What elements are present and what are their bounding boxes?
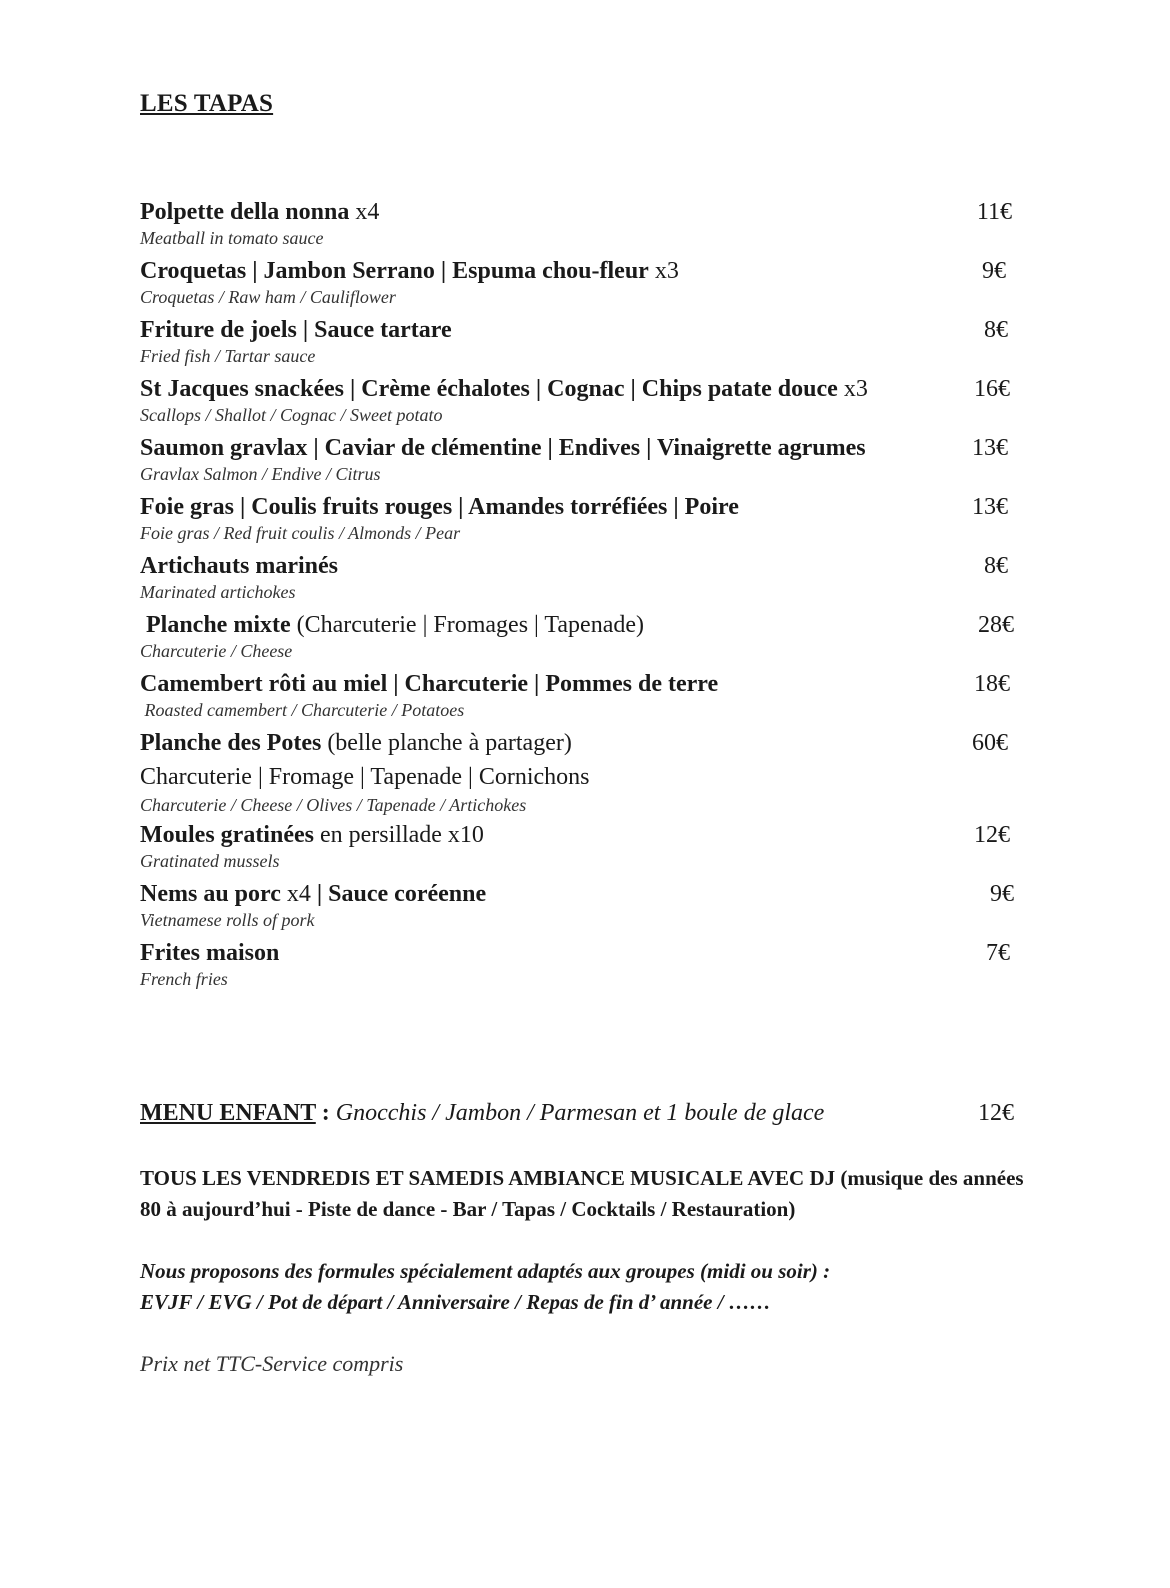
- item-name: St Jacques snackées | Crème échalotes | Cognac | Chips patate douce: [140, 376, 838, 402]
- item-translation: Gravlax Salmon / Endive / Citrus: [140, 464, 381, 484]
- item-price: 13€: [972, 494, 1008, 520]
- item-detail: x4: [349, 199, 380, 225]
- item-name-sauce: | Sauce coréenne: [316, 881, 487, 907]
- item-translation: Marinated artichokes: [140, 582, 296, 602]
- menu-item: [140, 938, 1020, 990]
- item-name: Frites maison: [140, 940, 280, 966]
- menu-item: [140, 551, 1020, 603]
- item-price: 11€: [976, 199, 1012, 225]
- item-price: 13€: [972, 435, 1008, 461]
- item-name: Planche mixte: [140, 612, 291, 638]
- item-translation: Charcuterie / Cheese / Olives / Tapenade / Artichokes: [140, 795, 527, 815]
- menu-item: [140, 879, 1020, 931]
- item-detail: x3: [837, 376, 868, 402]
- menu-enfant-colon: :: [315, 1100, 336, 1126]
- item-name: Saumon gravlax | Caviar de clémentine | Endives | Vinaigrette agrumes: [140, 435, 866, 461]
- page-title: LES TAPAS: [140, 90, 274, 117]
- group-offers: [140, 1256, 1040, 1318]
- item-price: 12€: [974, 822, 1010, 848]
- menu-item: [140, 256, 1020, 308]
- item-name: Foie gras | Coulis fruits rouges | Amandes torréfiées | Poire: [140, 494, 739, 520]
- item-translation: Charcuterie / Cheese: [140, 641, 293, 661]
- menu-item: [140, 315, 1020, 367]
- item-price: 16€: [974, 376, 1010, 402]
- item-extra: Charcuterie | Fromage | Tapenade | Cornichons: [140, 764, 590, 790]
- item-translation: Roasted camembert / Charcuterie / Potatoes: [140, 700, 465, 720]
- item-translation: Fried fish / Tartar sauce: [140, 346, 316, 366]
- item-name: Croquetas | Jambon Serrano | Espuma chou-fleur: [140, 258, 649, 284]
- menu-enfant: [140, 1097, 1020, 1129]
- menu-item: [140, 492, 1020, 544]
- item-name: Moules gratinées: [140, 822, 314, 848]
- menu-item: [140, 374, 1020, 426]
- item-detail: en persillade x10: [313, 822, 484, 848]
- item-name: Nems au porc: [140, 881, 281, 907]
- menu-item: [140, 433, 1020, 485]
- item-name: Friture de joels | Sauce tartare: [140, 317, 452, 343]
- group-offers-line1: Nous proposons des formules spécialement adaptés aux groupes (midi ou soir) :: [140, 1259, 831, 1283]
- item-translation: Meatball in tomato sauce: [140, 228, 324, 248]
- price-note: Prix net TTC-Service compris: [140, 1351, 404, 1376]
- menu-enfant-label: MENU ENFANT: [140, 1100, 316, 1126]
- item-detail: x3: [648, 258, 679, 284]
- item-translation: Foie gras / Red fruit coulis / Almonds / Pear: [140, 523, 461, 543]
- item-detail: (Charcuterie | Fromages | Tapenade): [290, 612, 644, 638]
- item-translation: Croquetas / Raw ham / Cauliflower: [140, 287, 396, 307]
- item-price: 8€: [984, 553, 1008, 579]
- item-name: Planche des Potes: [140, 730, 322, 756]
- menu-item: [140, 197, 1020, 249]
- item-translation: Vietnamese rolls of pork: [140, 910, 315, 930]
- item-name: Polpette della nonna: [140, 199, 350, 225]
- menu-item: [140, 728, 1020, 816]
- menu-item: [140, 610, 1020, 662]
- item-translation: Gratinated mussels: [140, 851, 280, 871]
- item-translation: Scallops / Shallot / Cognac / Sweet potato: [140, 405, 443, 425]
- item-price: 60€: [972, 730, 1008, 756]
- menu-enfant-price: 12€: [978, 1100, 1014, 1126]
- group-offers-line2: EVJF / EVG / Pot de départ / Anniversaire / Repas de fin d’ année / ……: [140, 1290, 771, 1314]
- item-price: 8€: [984, 317, 1008, 343]
- item-price: 9€: [982, 258, 1006, 284]
- menu-item: [140, 669, 1020, 721]
- item-price: 18€: [974, 671, 1010, 697]
- item-detail: x4: [280, 881, 317, 907]
- item-price: 28€: [978, 612, 1014, 638]
- dj-announcement: TOUS LES VENDREDIS ET SAMEDIS AMBIANCE MUSICALE AVEC DJ (musique des années 80 à aujourd’hui - Piste de dance - Bar / Tapas / Cocktails / Restauration): [140, 1166, 1024, 1221]
- item-detail: (belle planche à partager): [321, 730, 572, 756]
- item-name: Artichauts marinés: [140, 553, 338, 579]
- item-name: Camembert rôti au miel | Charcuterie | Pommes de terre: [140, 671, 719, 697]
- item-translation: French fries: [140, 969, 228, 989]
- menu-enfant-desc: Gnocchis / Jambon / Parmesan et 1 boule de glace: [335, 1100, 825, 1126]
- menu-item: [140, 820, 1020, 872]
- item-price: 7€: [986, 940, 1010, 966]
- item-price: 9€: [990, 881, 1014, 907]
